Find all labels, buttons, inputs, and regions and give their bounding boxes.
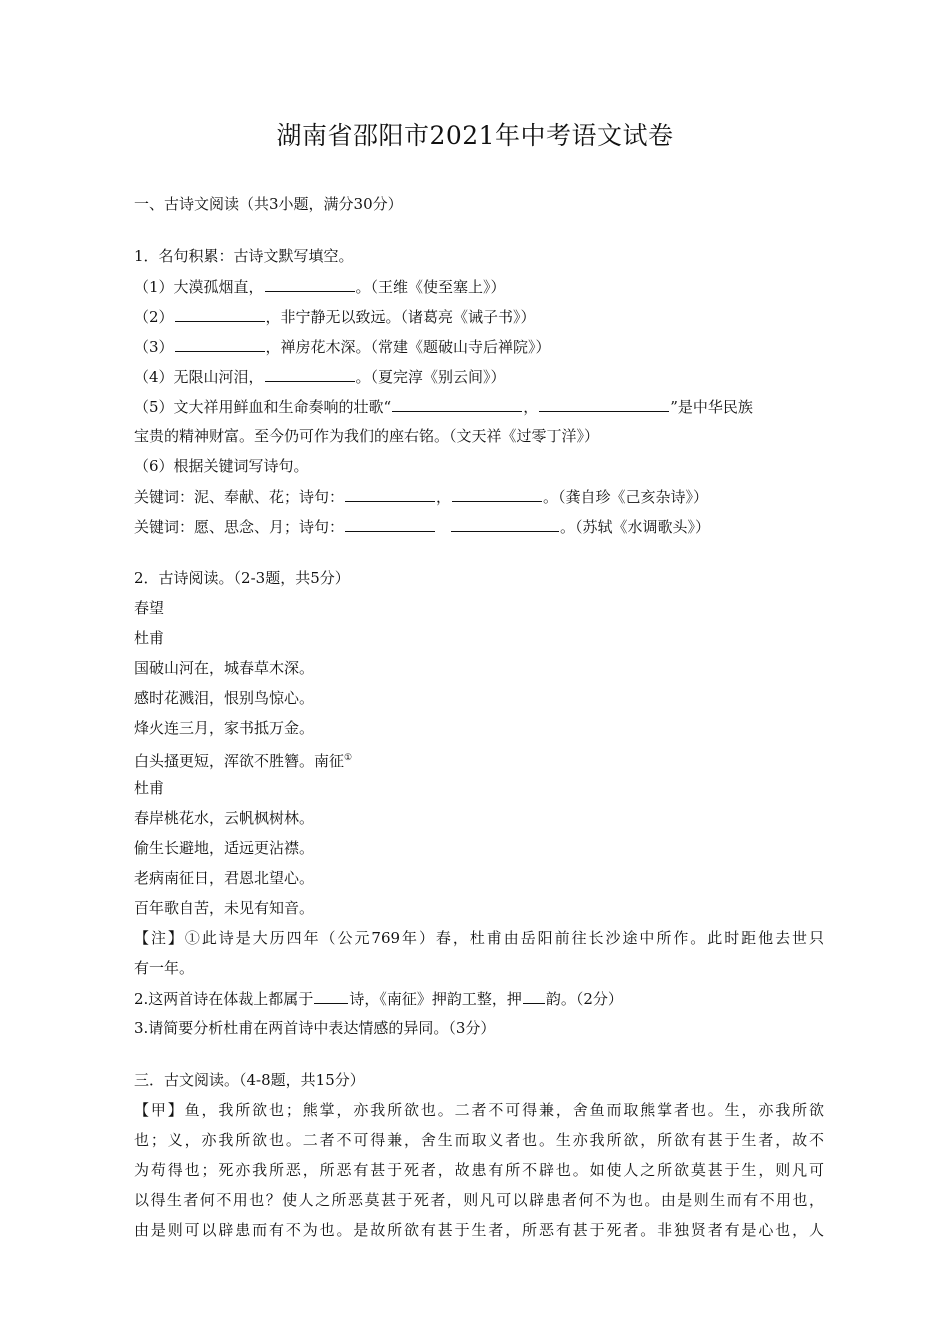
passage-line: 由是则可以辟患而有不为也。是故所欲有甚于生者，所恶有甚于死者。非独贤者有是心也，人 — [134, 1221, 824, 1239]
answer-blank — [523, 988, 545, 1004]
keyword-line-1: 关键词：泥、奉献、花；诗句： ， 。（龚自珍《己亥杂诗》） — [134, 488, 709, 506]
question-1-item-5-continued: 宝贵的精神财富。至今仍可作为我们的座右铭。（文天祥《过零丁洋》） — [134, 427, 600, 445]
answer-blank — [539, 396, 669, 412]
question-2-stem: 2．古诗阅读。（2-3题，共5分） — [134, 569, 350, 587]
passage-line: 为苟得也；死亦我所恶，所恶有甚于死者，故患有所不辟也。如使人之所欲莫甚于生，则凡可 — [134, 1161, 824, 1179]
footnote: 【注】①此诗是大历四年（公元769年）春，杜甫由岳阳前往长沙途中所作。此时距他去世只 — [134, 929, 824, 947]
poem-line-with-title: 白头搔更短，浑欲不胜簪。南征① — [134, 752, 353, 770]
question-1-item-5: （5）文大祥用鲜血和生命奏响的壮歌“ ， ”是中华民族 — [134, 398, 753, 416]
footnote-continued: 有一年。 — [134, 959, 195, 977]
passage-line: 【甲】鱼，我所欲也；熊掌，亦我所欲也。二者不可得兼，舍鱼而取熊掌者也。生，亦我所欲 — [134, 1101, 824, 1119]
poem-2-author: 杜甫 — [134, 779, 165, 797]
section-heading: 一、古诗文阅读（共3小题，满分30分） — [134, 195, 403, 213]
question-1-item-4: （4）无限山河泪， 。（夏完淳《别云间》） — [134, 368, 506, 386]
poem-line: 春岸桃花水，云帆枫树林。 — [134, 809, 315, 827]
question-1-item-1: （1）大漠孤烟直， 。（王维《使至塞上》） — [134, 278, 506, 296]
poem-line: 老病南征日，君恩北望心。 — [134, 869, 315, 887]
question-1-stem: 1．名句积累：古诗文默写填空。 — [134, 247, 354, 265]
answer-blank — [175, 306, 265, 322]
passage-line: 也；义，亦我所欲也。二者不可得兼，舍生而取义者也。生亦我所欲，所欲有甚于生者，故不 — [134, 1131, 824, 1149]
answer-blank — [175, 336, 265, 352]
poem-2-title: 南征 — [314, 752, 345, 770]
question-1-item-2: （2） ，非宁静无以致远。（诸葛亮《诫子书》） — [134, 308, 536, 326]
answer-blank — [392, 396, 522, 412]
poem-line: 烽火连三月，家书抵万金。 — [134, 719, 315, 737]
poem-line: 国破山河在，城春草木深。 — [134, 659, 315, 677]
passage-line: 以得生者何不用也？使人之所恶莫甚于死者，则凡可以辟患者何不为也。由是则生而有不用也， — [134, 1191, 824, 1209]
answer-blank — [265, 276, 355, 292]
poem-line: 感时花溅泪，恨别鸟惊心。 — [134, 689, 315, 707]
answer-blank — [314, 988, 348, 1004]
answer-blank — [451, 516, 559, 532]
answer-blank — [345, 486, 435, 502]
answer-blank — [452, 486, 542, 502]
answer-blank — [345, 516, 435, 532]
poem-line: 百年歌自苦，未见有知音。 — [134, 899, 315, 917]
poem-1-author: 杜甫 — [134, 629, 165, 647]
footnote-mark: ① — [344, 753, 353, 763]
page-title: 湖南省邵阳市2021年中考语文试卷 — [276, 121, 674, 150]
keyword-line-2: 关键词：愿、思念、月；诗句： 。（苏轼《水调歌头》） — [134, 518, 711, 536]
sub-question-3: 3.请简要分析杜甫在两首诗中表达情感的异同。（3分） — [134, 1019, 496, 1037]
answer-blank — [265, 366, 355, 382]
poem-line: 偷生长避地，适远更沾襟。 — [134, 839, 315, 857]
poem-1-title: 春望 — [134, 599, 165, 617]
question-1-item-3: （3） ，禅房花木深。（常建《题破山寺后禅院》） — [134, 338, 551, 356]
question-3-stem: 三．古文阅读。（4-8题，共15分） — [134, 1071, 365, 1089]
sub-question-2: 2.这两首诗在体裁上都属于 诗，《南征》押韵工整，押 韵。（2分） — [134, 990, 623, 1008]
question-1-item-6: （6）根据关键词写诗句。 — [134, 457, 309, 475]
